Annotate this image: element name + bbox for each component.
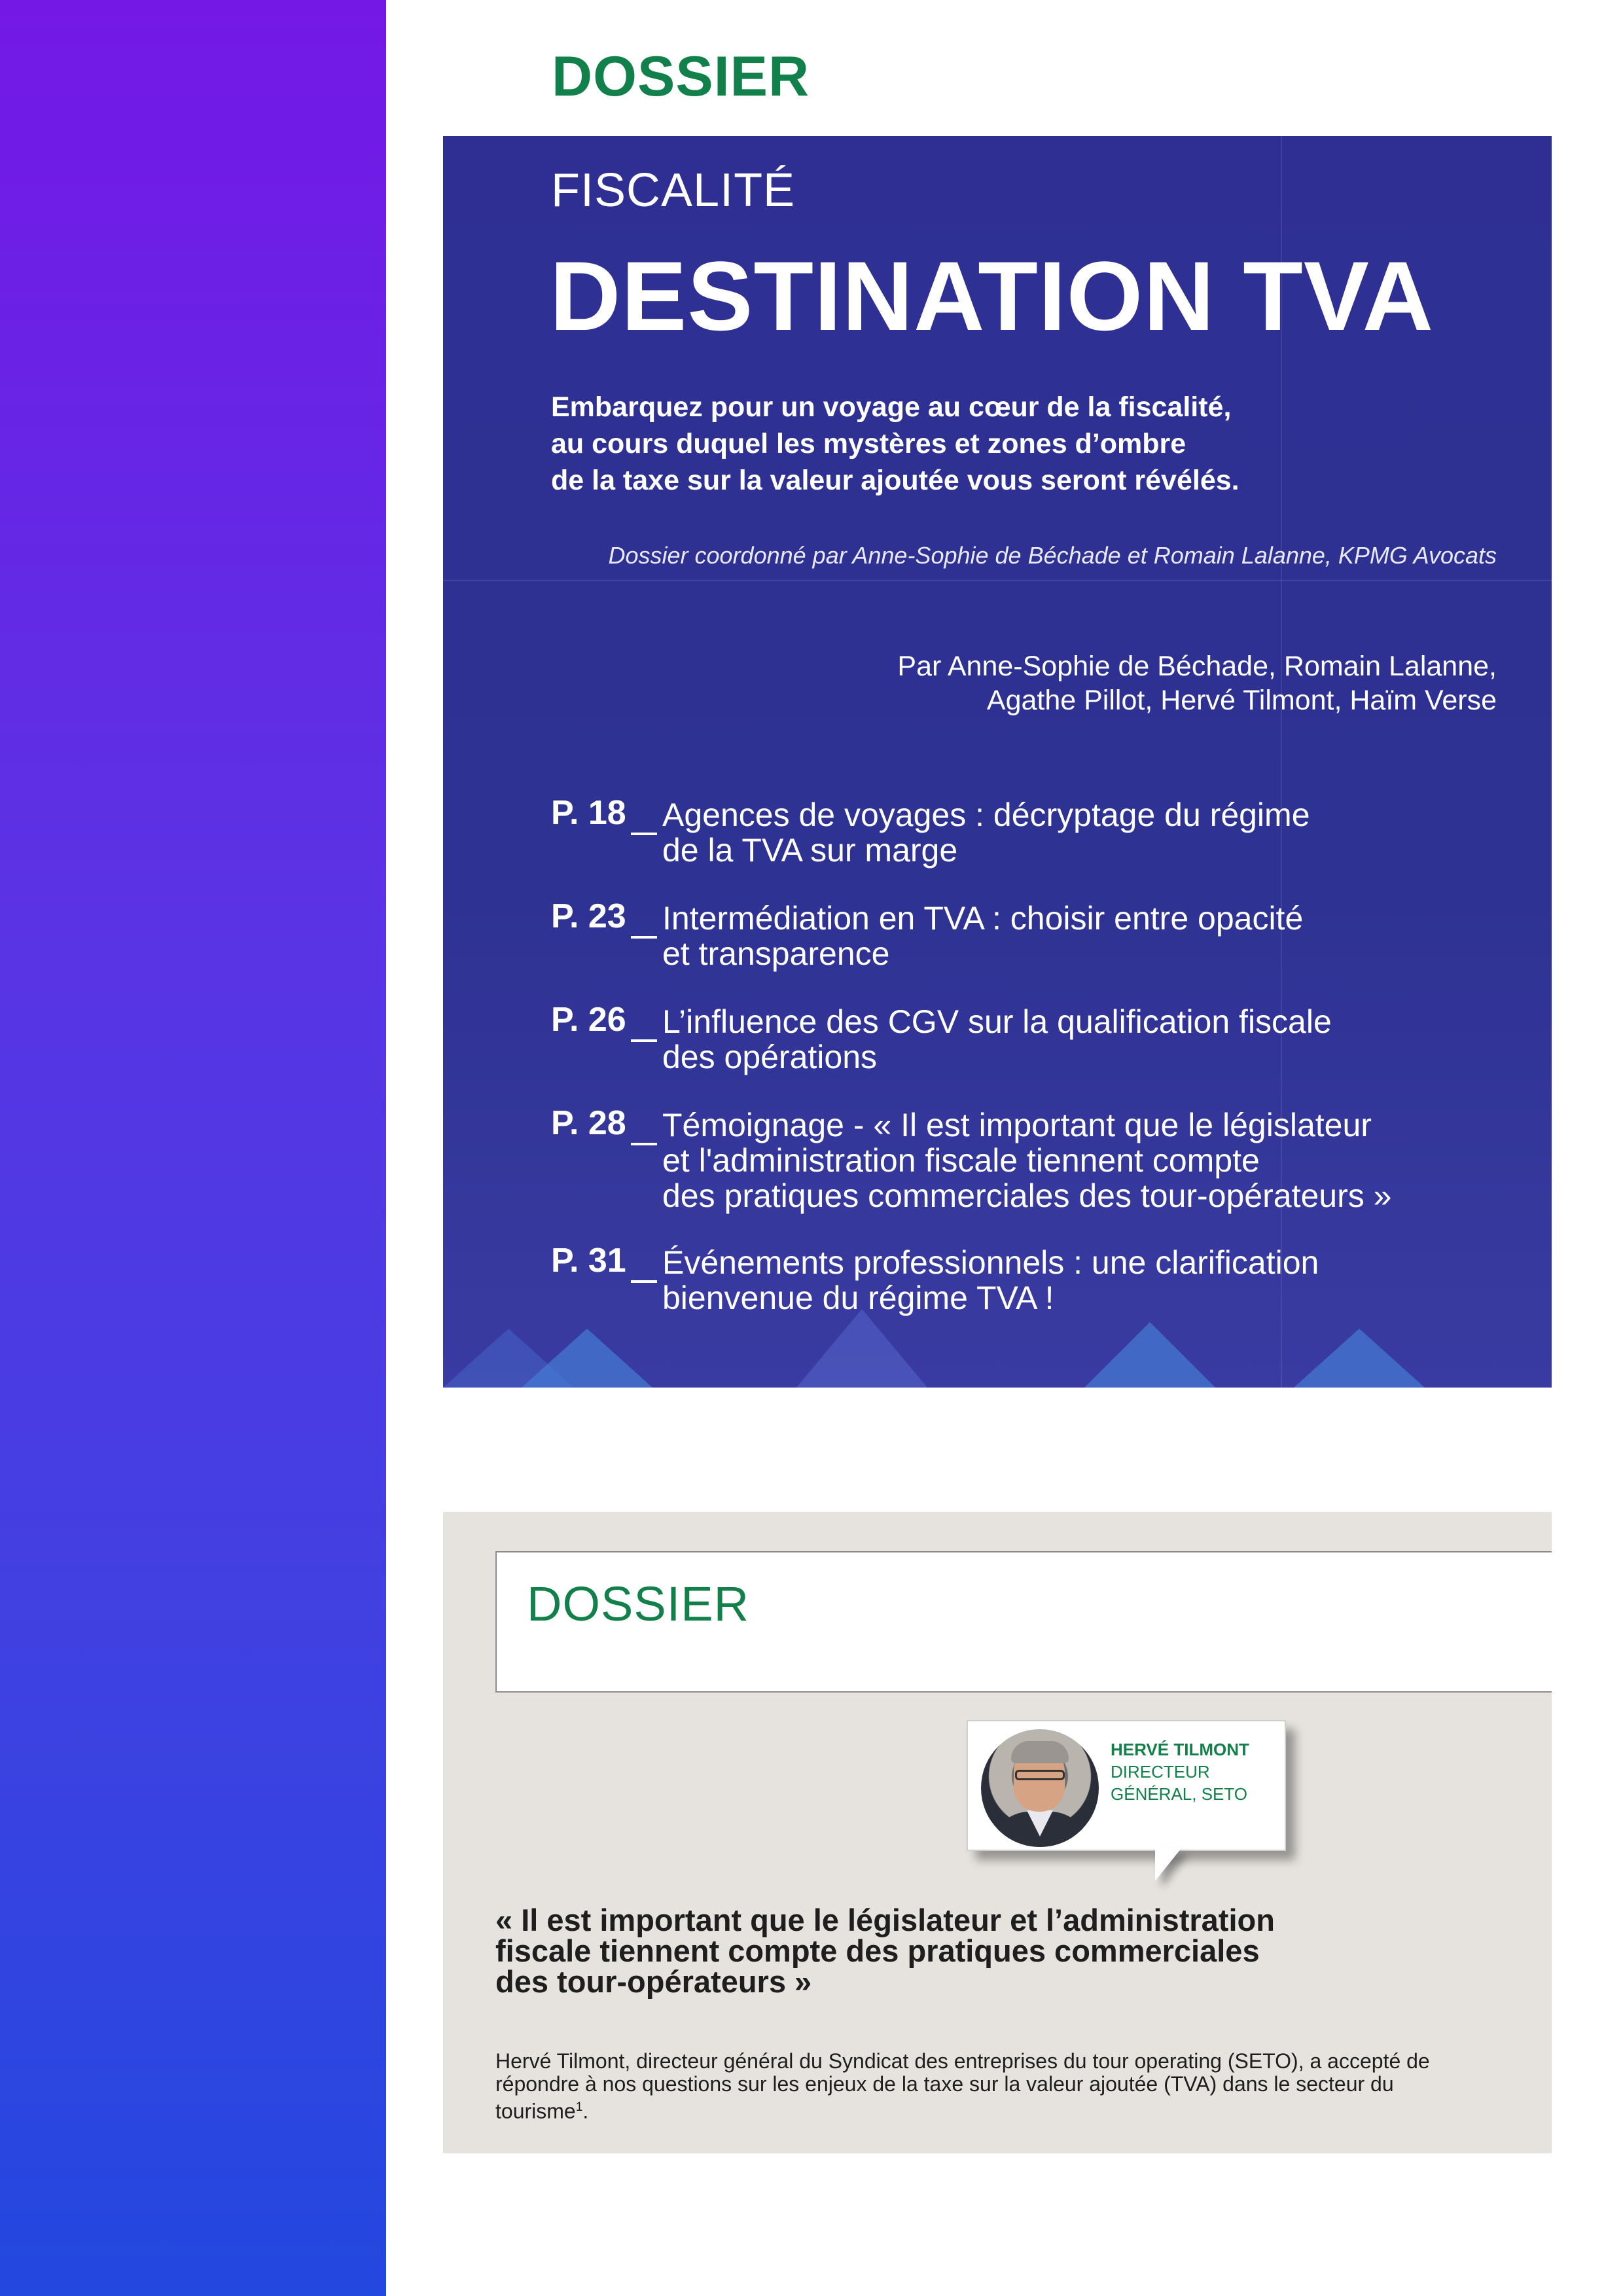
toc-title bbox=[662, 1245, 1474, 1316]
decorative-triangle bbox=[796, 1309, 927, 1388]
toc-title-line: Événements professionnels : une clarification bbox=[662, 1244, 1319, 1281]
decorative-triangle bbox=[522, 1329, 652, 1388]
cover-title: DESTINATION TVA bbox=[550, 241, 1435, 351]
cover-intro-line: au cours duquel les mystères et zones d’ombre bbox=[551, 428, 1186, 459]
interview-quote: « Il est important que le législateur et l’administration fiscale tiennent compte des pratiques commerciales des tour-opérateurs » bbox=[495, 1903, 1275, 1999]
toc-dash bbox=[631, 833, 657, 835]
toc-page-number: P. 18 bbox=[551, 794, 626, 832]
toc-item[interactable] bbox=[551, 793, 1467, 869]
toc-title-line: Agences de voyages : décryptage du régime bbox=[662, 797, 1310, 833]
cover-divider-horizontal bbox=[443, 580, 1552, 581]
page-section-header: DOSSIER bbox=[552, 45, 810, 108]
section-banner-label: DOSSIER bbox=[527, 1577, 750, 1631]
lede-text: Hervé Tilmont, directeur général du Syndicat des entreprises du tour operating (SETO), a accepté de répondre à nos questions sur les enjeux de la taxe sur la valeur ajoutée (TVA) dans le secteur du tourisme bbox=[495, 2049, 1430, 2123]
toc-title-line: Intermédiation en TVA : choisir entre opacité bbox=[662, 900, 1304, 937]
toc-item[interactable] bbox=[551, 1103, 1467, 1214]
decorative-sidebar bbox=[0, 0, 386, 2296]
toc-page-number: P. 31 bbox=[551, 1242, 626, 1280]
toc-title bbox=[662, 1004, 1474, 1075]
speaker-role: DIRECTEUR GÉNÉRAL, SETO bbox=[1111, 1762, 1248, 1804]
table-of-contents bbox=[551, 793, 1467, 1344]
footnote-ref[interactable]: 1 bbox=[575, 2100, 583, 2114]
section-banner bbox=[495, 1551, 1552, 1693]
toc-item[interactable] bbox=[551, 1000, 1467, 1075]
toc-dash bbox=[631, 1039, 657, 1042]
toc-item[interactable] bbox=[551, 1241, 1467, 1316]
toc-title-line: L’influence des CGV sur la qualification fiscale bbox=[662, 1003, 1332, 1040]
cover-authors-line: Par Anne-Sophie de Béchade, Romain Lalanne, bbox=[897, 651, 1497, 682]
cover-rubric: FISCALITÉ bbox=[551, 164, 796, 217]
toc-dash bbox=[631, 1143, 657, 1145]
toc-page-number: P. 23 bbox=[551, 897, 626, 935]
toc-title-line: et transparence bbox=[662, 935, 890, 972]
cover-intro-line: de la taxe sur la valeur ajoutée vous seront révélés. bbox=[551, 465, 1240, 496]
toc-title-line: des pratiques commerciales des tour-opérateurs » bbox=[662, 1177, 1392, 1214]
interview-block bbox=[443, 1512, 1552, 2153]
toc-dash bbox=[631, 936, 657, 939]
toc-title-line: de la TVA sur marge bbox=[662, 832, 958, 869]
toc-title bbox=[662, 797, 1474, 868]
lede-end: . bbox=[582, 2099, 589, 2123]
speaker-name: HERVÉ TILMONT bbox=[1111, 1740, 1249, 1759]
toc-page-number: P. 26 bbox=[551, 1001, 626, 1039]
cover-authors bbox=[842, 649, 1497, 717]
avatar-hair bbox=[1011, 1741, 1069, 1763]
dossier-cover bbox=[443, 136, 1552, 1388]
cover-coordination: Dossier coordonné par Anne-Sophie de Béchade et Romain Lalanne, KPMG Avocats bbox=[608, 542, 1497, 569]
toc-dash bbox=[631, 1280, 657, 1283]
speaker-card bbox=[967, 1720, 1286, 1851]
decorative-triangle bbox=[1294, 1329, 1425, 1388]
toc-title-line: Témoignage - « Il est important que le législateur bbox=[662, 1107, 1372, 1143]
decorative-triangle bbox=[1084, 1322, 1215, 1388]
cover-intro-line: Embarquez pour un voyage au cœur de la fiscalité, bbox=[551, 391, 1232, 423]
avatar bbox=[981, 1729, 1099, 1847]
cover-intro bbox=[551, 389, 1336, 499]
toc-title bbox=[662, 1107, 1474, 1213]
toc-title-line: et l'administration fiscale tiennent compte bbox=[662, 1142, 1260, 1179]
toc-page-number: P. 28 bbox=[551, 1104, 626, 1142]
speech-bubble-tail bbox=[1155, 1848, 1181, 1881]
interview-lede bbox=[495, 2050, 1477, 2123]
toc-title-line: des opérations bbox=[662, 1039, 878, 1075]
cover-authors-line: Agathe Pillot, Hervé Tilmont, Haïm Verse bbox=[986, 685, 1497, 716]
toc-title-line: bienvenue du régime TVA ! bbox=[662, 1280, 1054, 1316]
avatar-glasses bbox=[1015, 1770, 1065, 1780]
toc-item[interactable] bbox=[551, 897, 1467, 972]
toc-title bbox=[662, 901, 1474, 971]
